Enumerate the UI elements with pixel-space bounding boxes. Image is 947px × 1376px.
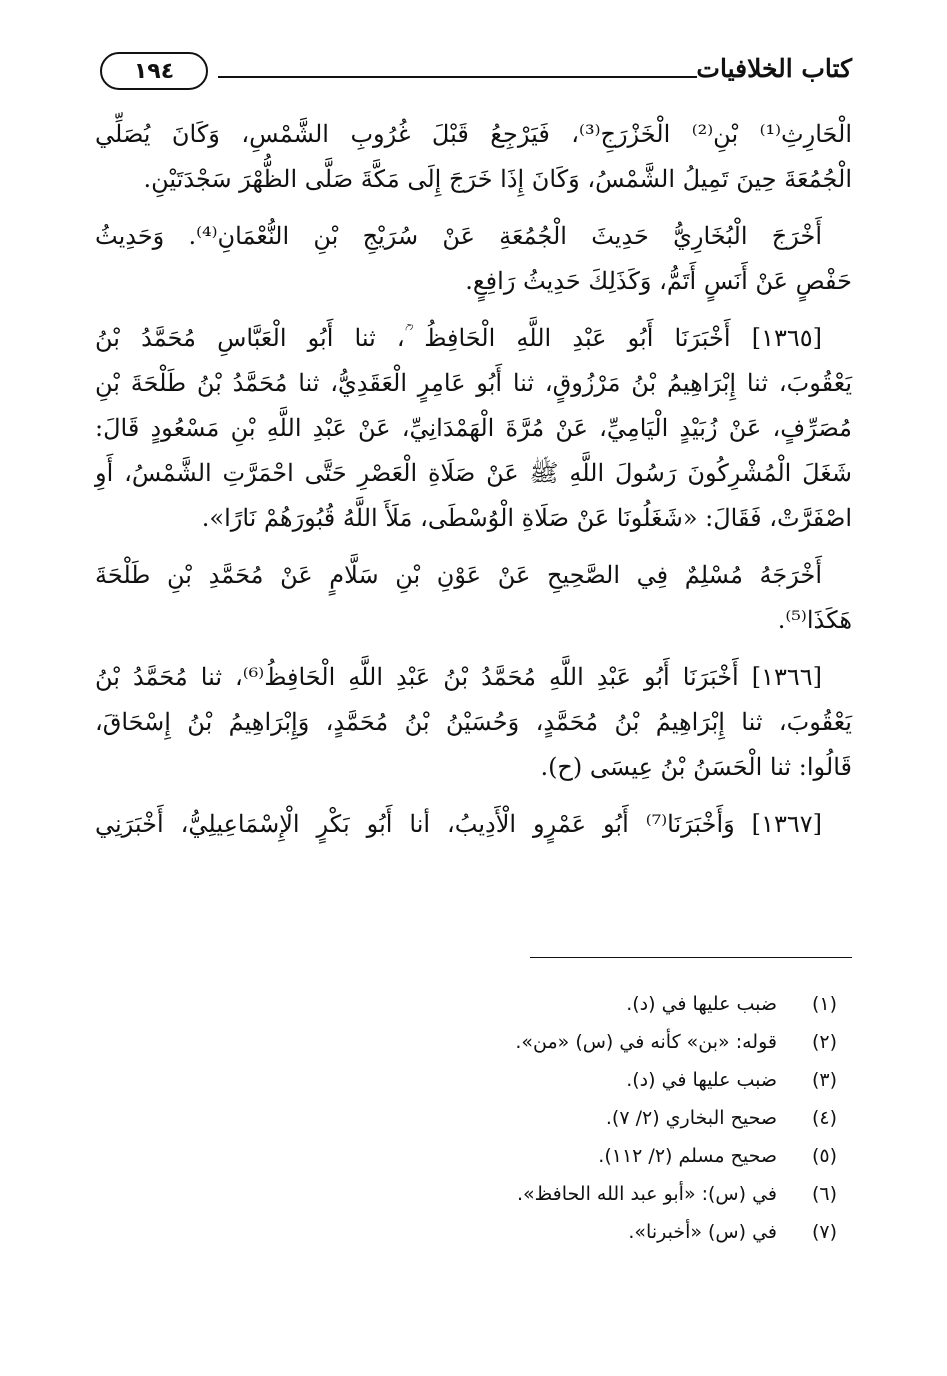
footnote-number: (١) [811,993,837,1015]
text-line: [١٣٦٥] أَخْبَرَنَا أَبُو عَبْدِ اللَّهِ الْحَافِظُ ؒ، ثنا أَبُو الْعَبَّاسِ مُحَمَّدُ بْنُ [95,324,822,352]
footnote-number: (٧) [811,1221,837,1243]
text-line: الْحَارِثِ⁽¹⁾ بْنِ⁽²⁾ الْخَزْرَجِ⁽³⁾، فَيَرْجِعُ قَبْلَ غُرُوبِ الشَّمْسِ، وَكَانَ يُصَلِّي [95,120,852,148]
footnotes [137,985,837,1251]
text-line: يَعْقُوبَ، ثنا إِبْرَاهِيمُ بْنُ مَرْزُوقٍ، ثنا أَبُو عَامِرٍ الْعَقَدِيُّ، ثنا مُحَمَّدُ بْنُ طَلْحَةَ بْنِ [95,369,852,397]
page-number: ١٩٤ [133,58,175,84]
footnote [137,1099,837,1137]
footnote-text: في (س): «أبو عبد الله الحافظ». [516,1183,777,1205]
footnote [137,1023,837,1061]
header-rule [218,76,697,78]
footnote-number: (٣) [811,1069,837,1091]
footnote [137,1213,837,1251]
footnote-separator [530,957,852,958]
page-header [100,50,852,100]
page-number-badge [100,52,208,90]
footnote-number: (٥) [811,1145,837,1167]
footnote [137,1061,837,1099]
text-line: مُصَرِّفٍ، عَنْ زُبَيْدٍ الْيَامِيِّ، عَنْ مُرَّةَ الْهَمْدَانِيِّ، عَنْ عَبْدِ اللَّهِ بْنِ مَسْعُودٍ قَالَ: [95,414,852,442]
text-line: يَعْقُوبَ، ثنا إِبْرَاهِيمُ بْنُ مُحَمَّدٍ، وَحُسَيْنُ بْنُ مُحَمَّدٍ، وَإِبْرَاهِيمُ بْنُ إِسْحَاقَ، [95,708,852,736]
text-line: اصْفَرَّتْ، فَقَالَ: «شَغَلُونَا عَنْ صَلَاةِ الْوُسْطَى، مَلَأَ اللَّهُ قُبُورَهُمْ نَارًا». [201,504,852,532]
footnote-text: قوله: «بن» كأنه في (س) «من». [515,1031,777,1053]
text-line: أَخْرَجَهُ مُسْلِمٌ فِي الصَّحِيحِ عَنْ عَوْنِ بْنِ سَلَّامٍ عَنْ مُحَمَّدِ بْنِ طَلْحَةَ [95,561,822,589]
main-text [95,112,852,847]
text-line: أَخْرَجَ الْبُخَارِيُّ حَدِيثَ الْجُمُعَةِ عَنْ سُرَيْجِ بْنِ النُّعْمَانِ⁽⁴⁾. وَحَدِيثُ [95,222,822,250]
footnote-text: صحيح البخاري (٢/ ٧). [605,1107,777,1129]
text-line: حَفْصٍ عَنْ أَنَسٍ أَتَمُّ، وَكَذَلِكَ حَدِيثُ رَافِعٍ. [465,267,852,295]
footnote [137,1175,837,1213]
book-title: كتاب الخلافيات [696,54,852,83]
text-line: [١٣٦٧] وَأَخْبَرَنَا⁽⁷⁾ أَبُو عَمْرٍو الْأَدِيبُ، أنا أَبُو بَكْرٍ الْإِسْمَاعِيلِيُّ، أَخْبَرَنِي [95,810,822,838]
text-line: الْجُمُعَةَ حِينَ تَمِيلُ الشَّمْسُ، وَكَانَ إِذَا خَرَجَ إِلَى مَكَّةَ صَلَّى الظُّهْرَ سَجْدَتَيْنِ. [143,165,852,193]
footnote [137,1137,837,1175]
footnote-text: في (س) «أخبرنا». [628,1221,777,1243]
footnote-text: ضبب عليها في (د). [626,1069,777,1091]
footnote-number: (٤) [811,1107,837,1129]
text-line: هَكَذَا⁽⁵⁾. [777,606,852,634]
text-line: قَالُوا: ثنا الْحَسَنُ بْنُ عِيسَى (ح). [540,753,852,781]
footnote-number: (٢) [811,1031,837,1053]
text-line: شَغَلَ الْمُشْرِكُونَ رَسُولَ اللَّهِ ﷺ عَنْ صَلَاةِ الْعَصْرِ حَتَّى احْمَرَّتِ الشَّمْسُ، أَوِ [95,459,852,487]
footnote-text: صحيح مسلم (٢/ ١١٢). [598,1145,777,1167]
text-line: [١٣٦٦] أَخْبَرَنَا أَبُو عَبْدِ اللَّهِ مُحَمَّدُ بْنُ عَبْدِ اللَّهِ الْحَافِظُ⁽⁶⁾، ثنا مُحَمَّدُ بْنُ [95,663,823,691]
footnote-text: ضبب عليها في (د). [626,993,777,1015]
footnote [137,985,837,1023]
footnote-number: (٦) [811,1183,837,1205]
